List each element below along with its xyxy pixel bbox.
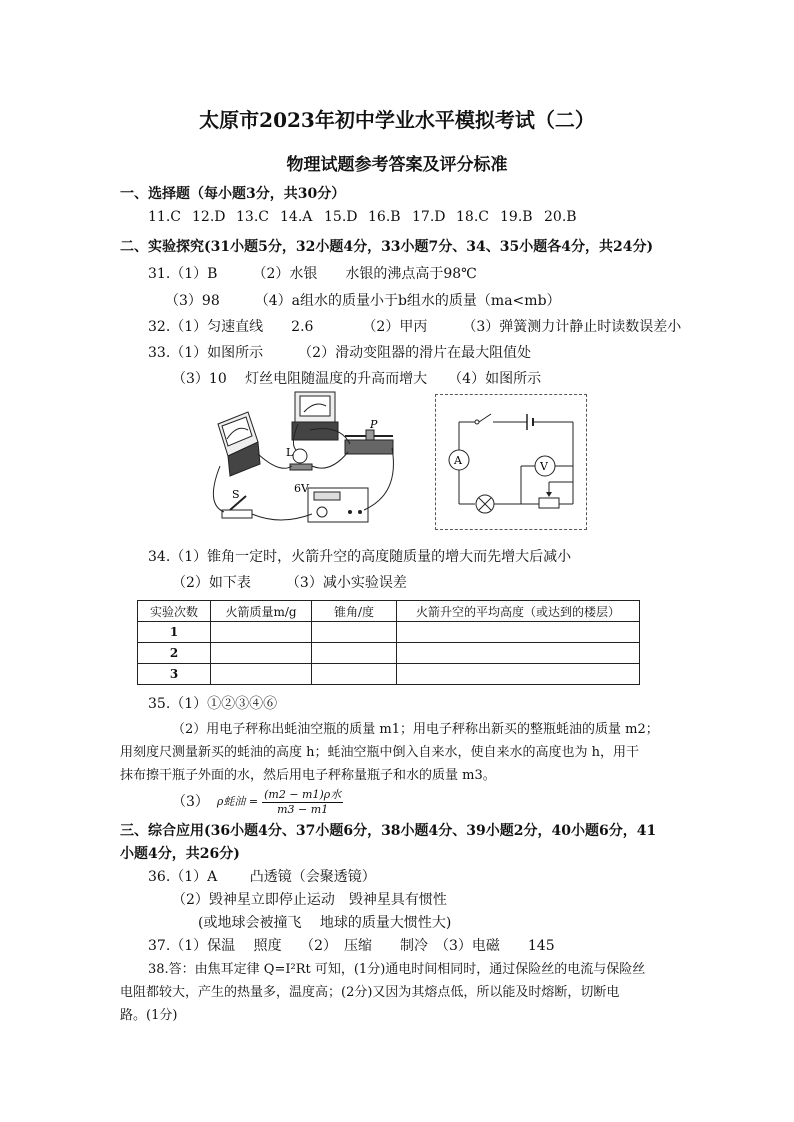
table-row (138, 643, 640, 664)
formula-numerator: (m2 − m1)ρ水 (264, 788, 342, 801)
q32: 32.（1）匀速直线 2.6 （2）甲丙 （3）弹簧测力计静止时读数误差小 (148, 319, 682, 335)
answer-item: 14.A (280, 209, 313, 225)
q35-part3-prefix: （3） (172, 794, 209, 810)
label-l: L (286, 446, 294, 459)
label-6v: 6V (294, 482, 309, 495)
table-header: 锥角/度 (312, 601, 397, 622)
section3-heading-line2: 小题4分，共26分) (120, 846, 240, 862)
q31-line2: （3）98 （4）a组水的质量小于b组水的质量（ma<mb） (165, 293, 561, 309)
density-formula (262, 786, 343, 816)
q33-line1: 33.（1）如图所示 （2）滑动变阻器的滑片在最大阻值处 (148, 345, 532, 361)
answer-item: 15.D (324, 209, 358, 225)
section3-heading-line1: 三、综合应用(36小题4分、37小题6分，38小题4分、39小题2分，40小题6分，41 (120, 823, 657, 839)
table-header: 火箭升空的平均高度（或达到的楼层） (397, 601, 640, 622)
q36-line2: （2）毁神星立即停止运动 毁神星具有惯性 (172, 892, 447, 908)
q31-line1: 31.（1）B （2）水银 水银的沸点高于98℃ (148, 266, 477, 282)
experiment-table (137, 600, 640, 685)
section2-heading: 二、实验探究(31小题5分，32小题4分，33小题7分、34、35小题各4分，共24分) (120, 239, 654, 255)
table-header: 火箭质量m/g (211, 601, 312, 622)
page-subtitle: 物理试题参考答案及评分标准 (286, 155, 508, 175)
voltmeter-letter: V (540, 460, 548, 473)
answer-item: 17.D (412, 209, 446, 225)
table-row (138, 622, 640, 643)
voltmeter-meter-icon (292, 392, 338, 440)
formula-denominator: m3 − m1 (277, 803, 329, 816)
switch-symbol (479, 414, 491, 422)
table-header-row (138, 601, 640, 622)
ammeter-meter-icon (218, 412, 260, 476)
q33-line2: （3）10 灯丝电阻随温度的升高而增大 （4）如图所示 (172, 371, 542, 387)
label-p: P (370, 418, 378, 431)
q38-line1: 38.答：由焦耳定律 Q=I²Rt 可知，(1分)通电时间相同时，通过保险丝的电流与保险丝 (148, 962, 646, 977)
q35-line4: 抹布擦干瓶子外面的水，然后用电子秤称量瓶子和水的质量 m3。 (120, 768, 496, 783)
label-s: S (232, 488, 240, 501)
q38-line2: 电阻都较大，产生的热量多，温度高；(2分)又因为其熔点低，所以能及时熔断，切断电 (120, 985, 620, 1000)
q35-line1: 35.（1）①②③④⑥ (148, 696, 278, 712)
q38-line3: 路。(1分) (120, 1008, 178, 1023)
answer-item: 11.C (148, 209, 181, 225)
q35-line2: （2）用电子秤称出蚝油空瓶的质量 m1；用电子秤称出新买的整瓶蚝油的质量 m2； (172, 722, 659, 737)
q36-line3: (或地球会被撞飞 地球的质量大惯性大) (198, 915, 452, 931)
table-cell: 3 (138, 664, 211, 685)
q35-line3: 用刻度尺测量新买的蚝油的高度 h；蚝油空瓶中倒入自来水，使自来水的高度也为 h，用干 (120, 745, 640, 760)
table-row (138, 664, 640, 685)
table-cell: 2 (138, 643, 211, 664)
answer-item: 19.B (500, 209, 533, 225)
answer-item: 13.C (236, 209, 269, 225)
power-supply-icon (308, 488, 368, 522)
q34-line2: （2）如下表 （3）减小实验误差 (172, 575, 407, 591)
page-title: 太原市2023年初中学业水平模拟考试（二） (199, 108, 595, 132)
q34-line1: 34.（1）锥角一定时，火箭升空的高度随质量的增大而先增大后减小 (148, 549, 572, 565)
ammeter-letter: A (454, 454, 462, 467)
answer-item: 18.C (456, 209, 489, 225)
apparatus-illustration (200, 384, 400, 529)
circuit-diagram (435, 394, 587, 530)
q37: 37.（1）保温 照度 （2） 压缩 制冷 （3）电磁 145 (148, 938, 555, 954)
formula-lhs: ρ蚝油 = (216, 795, 259, 808)
choice-answers (148, 209, 588, 225)
answer-item: 12.D (192, 209, 226, 225)
table-header: 实验次数 (138, 601, 211, 622)
answer-item: 20.B (544, 209, 577, 225)
answer-item: 16.B (368, 209, 401, 225)
q35-part3 (172, 786, 343, 816)
rheostat-symbol (539, 498, 559, 508)
table-cell: 1 (138, 622, 211, 643)
section1-heading: 一、选择题（每小题3分，共30分） (120, 186, 346, 202)
q36-line1: 36.（1）A 凸透镜（会聚透镜） (148, 869, 376, 885)
rheostat-icon (345, 430, 393, 454)
